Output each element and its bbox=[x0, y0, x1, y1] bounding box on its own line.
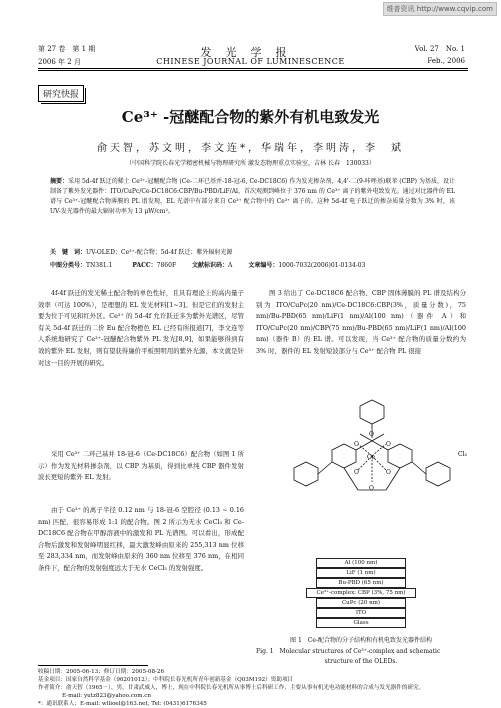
article-id-value: 1000-7032(2006)01-0134-03 bbox=[278, 262, 366, 269]
footnote-fund: 基金项目：国家自然科学基金（90201012）；中科院长春光机所青年创新基金（Q03M192）资助项目 bbox=[38, 677, 294, 683]
doc-code-value: A bbox=[228, 262, 233, 269]
footnote-rule bbox=[38, 665, 148, 666]
header-volume-en: Vol. 27 No. 1 bbox=[414, 45, 465, 53]
header-date-en: Feb., 2006 bbox=[427, 57, 465, 65]
left-paragraph-2: 采用 Ce³⁺ 二环己基并 18-冠-6（Ce-DC18C6）配合物（如图 1 所示）作为发光材料掺杂剂，以 CBP 为基质，得到比单纯 CBP 器件发射波长更短的紫外 EL 发射。 bbox=[38, 450, 244, 482]
watermark: 维普资讯 http://www.cqvip.com bbox=[383, 2, 497, 16]
author-list: 俞天智，苏文明，李文连*，华瑞年，李明涛，李 斌 bbox=[97, 143, 404, 154]
figure-caption-en-2: structure of the OLEDs. bbox=[324, 658, 398, 665]
pacc-label: PACC： bbox=[132, 262, 157, 269]
keywords-label: 关 键 词： bbox=[50, 249, 87, 256]
figure-caption-cn: 图 1 Ce-配合物的分子结构和有机电致发光器件结构 bbox=[290, 637, 432, 644]
layer-ito: ITO bbox=[316, 608, 406, 618]
crown-ring-left bbox=[332, 444, 356, 468]
molecular-structure-figure bbox=[272, 398, 472, 538]
figure-caption-en-1: Fig. 1 Molecular structures of Ce³⁺-complex and schematic bbox=[256, 648, 441, 655]
journal-title-en: CHINESE JOURNAL OF LUMINESCENCE bbox=[156, 57, 345, 66]
header-rule bbox=[38, 68, 468, 69]
abstract-block bbox=[50, 177, 455, 217]
clc-value: TN381.1 bbox=[86, 262, 113, 269]
svg-text:O: O bbox=[354, 469, 359, 476]
cyclohexyl-ring-left bbox=[294, 462, 318, 486]
left-paragraph-1: 4f-4f 跃迁的发光稀土配合物的单色性好，且具有理论上的高内量子效率（可达 100%），是理想的 EL 发光材料[1~3]。但是它们的发射主要为位于可见和红外区。Ce³⁺ 的 5d-4f 允许跃迁多为紫外光谱区，尽管有关 5d-4f 跃迁的二价 Eu 配合物橙色 EL 已经有所报道[7]，李文连等人系统地研究了 Ce³⁺-冠醚配合物紫外 PL 发光[8,9]，如果能够得到有效的紫外 EL 发射，则有望获得廉价平板照明用的紫外光源，本文就是针对这一目的开展的研究。 bbox=[38, 289, 244, 367]
svg-text:O: O bbox=[369, 431, 374, 438]
crown-ring-right bbox=[388, 444, 412, 468]
article-id-label: 文章编号： bbox=[248, 262, 279, 269]
classification-line bbox=[50, 261, 460, 271]
doc-code-label: 文献标识码： bbox=[192, 262, 229, 269]
keywords-text: UV-OLED；Ce³⁺-配合物；5d-4f 跃迁；紫外辐射光源 bbox=[86, 249, 233, 256]
affiliation: （中国科学院长春光学精密机械与物理研究所 激发态物理重点实验室，吉林 长春 130033） bbox=[126, 160, 375, 167]
clc-label: 中图分类号： bbox=[50, 262, 87, 269]
device-structure-diagram bbox=[302, 558, 420, 628]
right-paragraph-1: 图 3 给出了 Ce-DC18C6 配合物、CBP 固体薄膜的 PL 谱及结构分别为 ITO/CuPc(20 nm)/Ce-DC18C6:CBP(3%，质量分数)，75 nm)/Bu-PBD(65 nm)/LiF(1 nm)/Al(100 nm)（器件 A）和 ITO/CuPc(20 nm)/CBP(75 nm)/Bu-PBD(65 nm)/LiF(1 nm)/Al(100 nm)（器件 B）的 EL 谱。可以发现，当 Ce³⁺ 配合物的质量分数约为 3% 时，器件的 EL 发射短波部分与 Ce³⁺ 配合物 PL 很接 bbox=[256, 289, 466, 355]
svg-text:O: O bbox=[354, 441, 359, 448]
layer-glass: Glass bbox=[316, 618, 406, 628]
footnote-author: 作者简介：俞天智（1965－），男，甘肃武威人，博士，现在中科院长春光机所从事博士后科研工作，主要从事有机光电功能材料的合成与发光器件的研究。 bbox=[38, 685, 425, 691]
footnote-email: E-mail: yutz823@yahoo.com.cn bbox=[62, 693, 152, 699]
layer-lif: LiF (1 nm) bbox=[316, 568, 406, 578]
cerium-label: Ce bbox=[367, 454, 376, 461]
abstract-text: 采用 5d-4f 跃迁的稀土 Ce³⁺-冠醚配合物 (Ce-二环已基并-18-冠-6, Ce-DC18C6) 作为发光掺杂剂，4,4'-二(9-咔唑基)联苯 (CBP) 为基质，设计制备了紫外发光器件：ITO/CuPc/Ce-DC18C6:CBP/Bu-PBD/LiF/Al，首次观测到峰位于 376 nm 的 Ce³⁺ 离子的紫外电致发光。通过对比器件的 EL 谱与 Ce³⁺-冠醚配合物薄膜的 PL 谱发现，EL 光谱中有部分来自 Ce³⁺ 配合物中的 Ce³⁺ 离子的。这种 5d-4f 电子跃迁的掺杂质量分数为 3% 时，该 UV-发光器件的最大辐射功率为 13 μW/cm²。 bbox=[50, 178, 455, 215]
layer-cupc: CuPc (20 nm) bbox=[316, 598, 406, 608]
footnote-block bbox=[38, 668, 468, 708]
pacc-value: 7860F bbox=[156, 262, 177, 269]
header-rule-2 bbox=[38, 70, 468, 71]
layer-bu-pbd: Bu-PBD (65 nm) bbox=[316, 578, 406, 588]
cyclohexyl-ring-top bbox=[360, 400, 384, 424]
svg-text:O: O bbox=[369, 485, 374, 492]
header-volume: 第 27 卷 第 1 期 bbox=[38, 45, 96, 53]
journal-title-cn: 发光学报 bbox=[200, 46, 301, 59]
paper-title: Ce³⁺ -冠醚配合物的紫外有机电致发光 bbox=[121, 108, 380, 126]
svg-text:O: O bbox=[386, 441, 391, 448]
cyclohexyl-ring-right bbox=[426, 462, 450, 486]
footnote-received: 收稿日期：2005-06-13；修订日期：2005-08-26 bbox=[38, 669, 165, 675]
keywords-block bbox=[50, 248, 455, 258]
svg-text:O: O bbox=[386, 469, 391, 476]
section-label: 研究快报 bbox=[38, 85, 84, 102]
layer-al: Al (100 nm) bbox=[316, 558, 406, 568]
header-date: 2006 年 2 月 bbox=[38, 58, 81, 66]
layer-emitting: Ce³⁺-complex: CBP (3%, 75 nm) bbox=[306, 588, 416, 598]
coordination-bonds bbox=[358, 444, 386, 482]
footnote-corresponding: *：通讯联系人；E-mail: wllioel@163.net, Tel: (0431)6176345 bbox=[38, 701, 207, 707]
abstract-label: 摘要： bbox=[50, 178, 69, 185]
left-paragraph-3: 由于 Ce³⁺ 的离子半径 0.12 nm 与 18-冠-6 空腔径 (0.13 ~ 0.16 nm) 匹配，很容易形成 1:1 的配合物。图 2 所示为无水 CeCl₃ 和 Ce-DC18C6 配合物在甲醇溶液中的激发和 PL 光谱图。可以看出，形成配合物后激发和发射峰明显红移，最大激发峰由原来的 255,313 nm 位移至 283,334 nm，而发射峰由原来的 360 nm 位移至 376 nm，在相同条件下，配合物的发射强度远大于无水 CeCl₃ 的发射强度。 bbox=[38, 506, 244, 572]
chloride-label: Cl₃ bbox=[458, 451, 467, 458]
